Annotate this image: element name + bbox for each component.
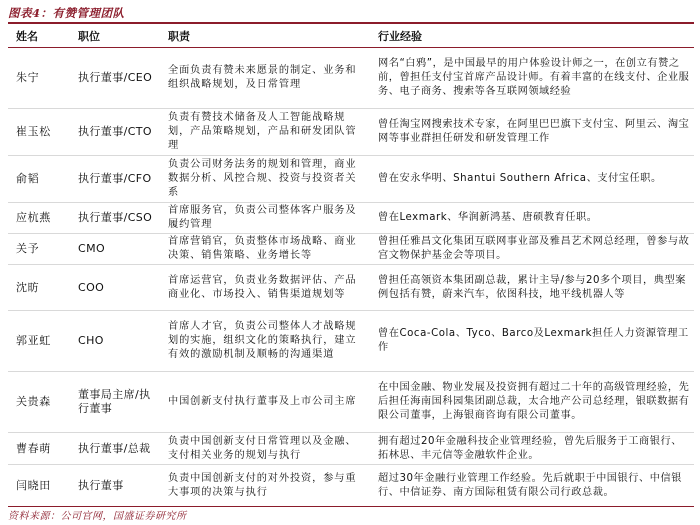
member-position: CHO bbox=[70, 311, 160, 372]
member-experience: 曾担任雅昌文化集团互联网事业部及雅昌艺术网总经理，曾参与故宫文物保护基金会等项目。 bbox=[370, 234, 694, 265]
member-experience: 曾在Lexmark、华润新鸿基、唐硕教育任职。 bbox=[370, 203, 694, 234]
source-note: 资料来源：公司官网，国盛证券研究所 bbox=[8, 511, 187, 522]
member-name: 郭亚虹 bbox=[8, 311, 70, 372]
management-table-wrapper bbox=[8, 22, 694, 507]
table-row bbox=[8, 109, 694, 156]
member-duty: 负责中国创新支付的对外投资，参与重大事项的决策与执行 bbox=[160, 465, 370, 507]
table-row bbox=[8, 311, 694, 372]
header-position: 职位 bbox=[78, 30, 100, 43]
member-position: CMO bbox=[70, 234, 160, 265]
member-name: 朱宁 bbox=[8, 48, 70, 109]
table-row bbox=[8, 433, 694, 465]
management-table bbox=[8, 22, 694, 507]
member-duty: 首席人才官，负责公司整体人才战略规划的实施，组织文化的策略执行，建立有效的激励机制及顺畅的沟通渠道 bbox=[160, 311, 370, 372]
member-duty: 首席服务官，负责公司整体客户服务及履约管理 bbox=[160, 203, 370, 234]
member-position: 执行董事/总裁 bbox=[70, 433, 160, 465]
member-position: 董事局主席/执行董事 bbox=[70, 372, 160, 433]
member-duty: 首席运营官，负责业务数据评估、产品商业化、市场投入、销售渠道规划等 bbox=[160, 265, 370, 311]
member-name: 沈昉 bbox=[8, 265, 70, 311]
figure-caption: 图表4：有赞管理团队 bbox=[8, 6, 125, 20]
member-position: 执行董事 bbox=[70, 465, 160, 507]
table-row bbox=[8, 234, 694, 265]
member-name: 应杭燕 bbox=[8, 203, 70, 234]
member-position: 执行董事/CFO bbox=[70, 156, 160, 203]
member-duty: 中国创新支付执行董事及上市公司主席 bbox=[160, 372, 370, 433]
table-row bbox=[8, 203, 694, 234]
member-duty: 负责中国创新支付日常管理以及金融、支付相关业务的规划与执行 bbox=[160, 433, 370, 465]
member-experience: 曾在安永华明、Shantui Southern Africa、支付宝任职。 bbox=[370, 156, 694, 203]
member-name: 曹春萌 bbox=[8, 433, 70, 465]
member-position: 执行董事/CEO bbox=[70, 48, 160, 109]
member-experience: 在中国金融、物业发展及投资拥有超过二十年的高级管理经验，先后担任海南国科园集团副总裁，太合地产公司总经理，银联数据有限公司董事，上海银商咨询有限公司董事。 bbox=[370, 372, 694, 433]
member-experience: 网名“白鸦”，是中国最早的用户体验设计师之一，在创立有赞之前，曾担任支付宝首席产品设计师。有着丰富的在线支付、企业服务、电子商务、搜索等各互联网领域经验 bbox=[370, 48, 694, 109]
member-name: 闫晓田 bbox=[8, 465, 70, 507]
member-experience: 拥有超过20年金融科技企业管理经验，曾先后服务于工商银行、拓林思、丰元信等金融软件企业。 bbox=[370, 433, 694, 465]
header-experience: 行业经验 bbox=[378, 30, 422, 43]
member-experience: 曾任淘宝网搜索技术专家，在阿里巴巴旗下支付宝、阿里云、淘宝网等事业群担任研发和研发管理工作 bbox=[370, 109, 694, 156]
member-experience: 曾担任高领资本集团副总裁，累计主导/参与20多个项目，典型案例包括有赞，蔚来汽车，依图科技，地平线机器人等 bbox=[370, 265, 694, 311]
member-duty: 首席营销官，负责整体市场战略、商业决策、销售策略、业务增长等 bbox=[160, 234, 370, 265]
member-position: 执行董事/CSO bbox=[70, 203, 160, 234]
member-name: 关贵森 bbox=[8, 372, 70, 433]
member-name: 俞韬 bbox=[8, 156, 70, 203]
member-position: 执行董事/CTO bbox=[70, 109, 160, 156]
member-duty: 负责公司财务法务的规划和管理，商业数据分析、风控合规、投资与投资者关系 bbox=[160, 156, 370, 203]
member-name: 关予 bbox=[8, 234, 70, 265]
table-header-row bbox=[8, 23, 694, 48]
member-experience: 曾在Coca-Cola、Tyco、Barco及Lexmark担任人力资源管理工作 bbox=[370, 311, 694, 372]
member-duty: 全面负责有赞未来愿景的制定、业务和组织战略规划，及日常管理 bbox=[160, 48, 370, 109]
member-position: COO bbox=[70, 265, 160, 311]
table-row bbox=[8, 265, 694, 311]
header-name: 姓名 bbox=[16, 30, 38, 43]
table-row bbox=[8, 48, 694, 109]
table-row bbox=[8, 372, 694, 433]
member-experience: 超过30年金融行业管理工作经验。先后就职于中国银行、中信银行、中信证券、南方国际租赁有限公司行政总裁。 bbox=[370, 465, 694, 507]
table-row bbox=[8, 465, 694, 507]
table-row bbox=[8, 156, 694, 203]
member-duty: 负责有赞技术储备及人工智能战略规划，产品策略规划，产品和研发团队管理 bbox=[160, 109, 370, 156]
header-duty: 职责 bbox=[168, 30, 190, 43]
member-name: 崔玉松 bbox=[8, 109, 70, 156]
